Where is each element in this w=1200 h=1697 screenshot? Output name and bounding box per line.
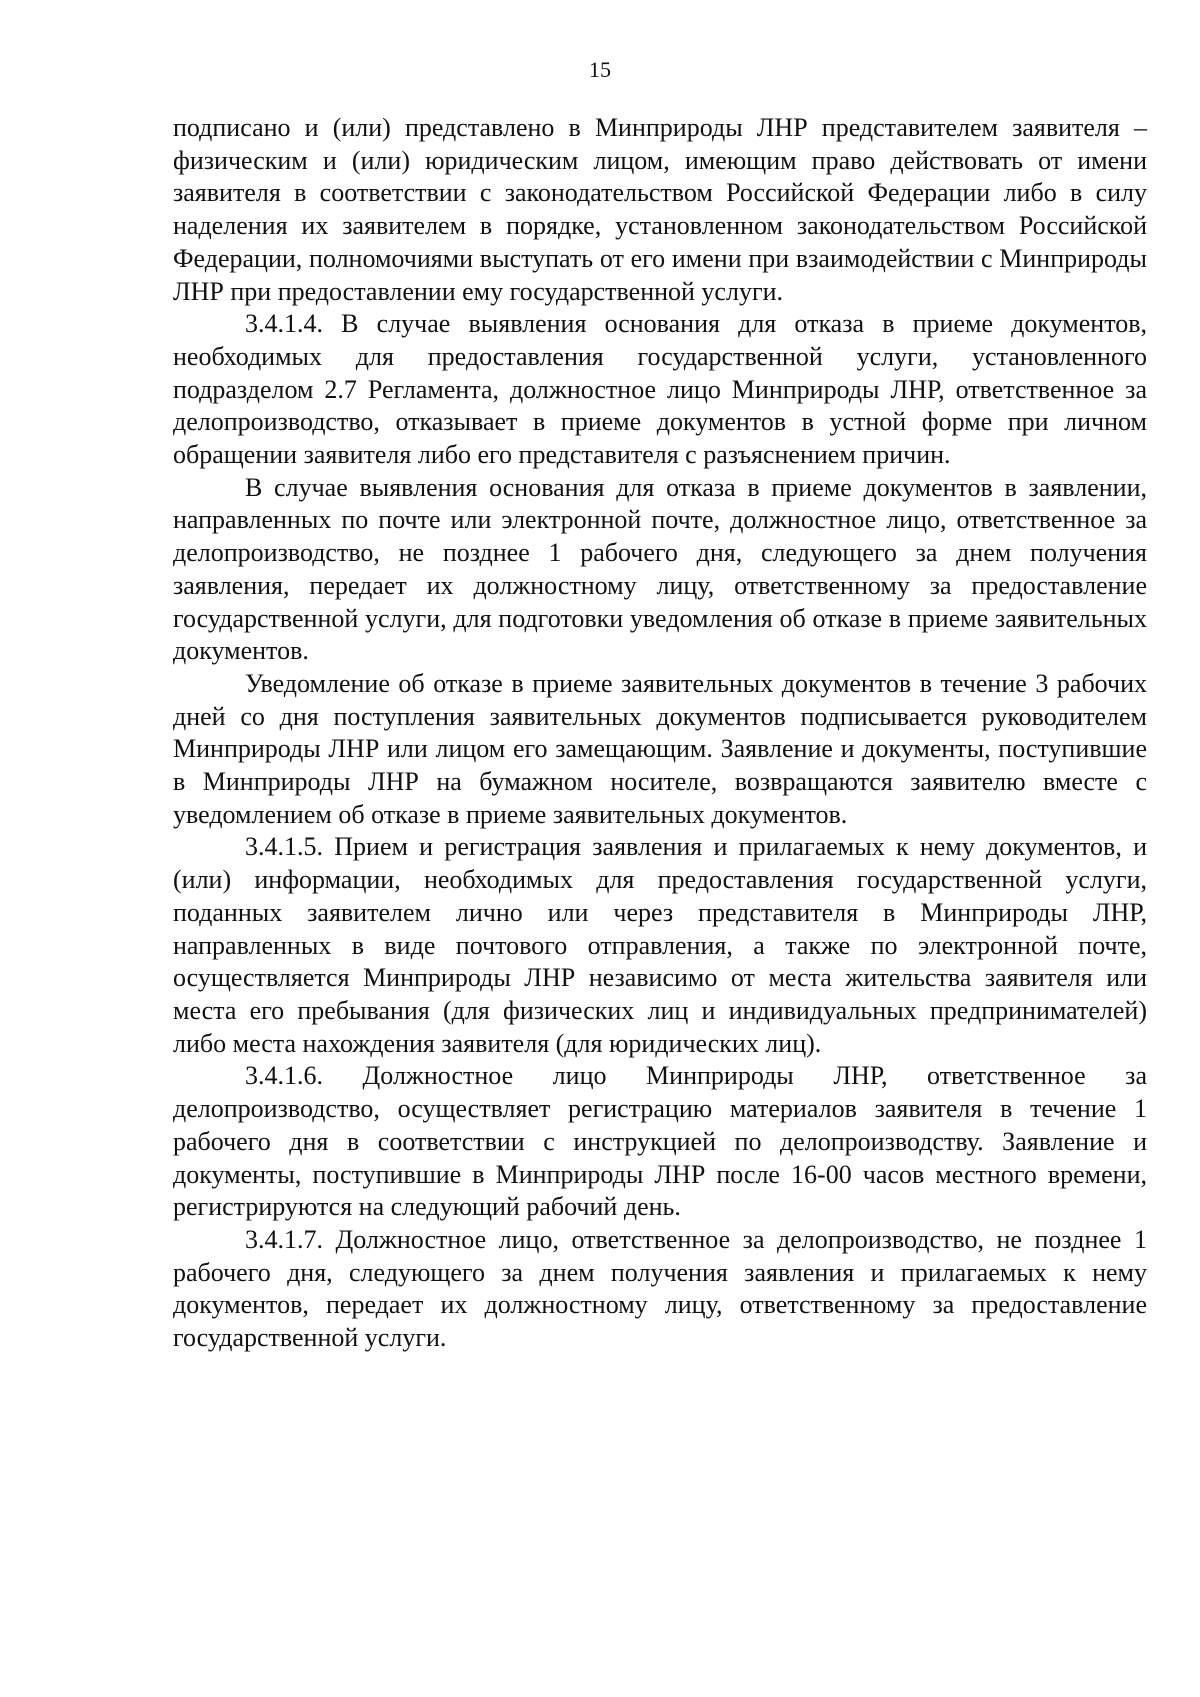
paragraph-3-4-1-5: 3.4.1.5. Прием и регистрация заявления и прилагаемых к нему документов, и (или) информации, необходимых для предоставления государственной услуги, поданных заявителем лично или через представителя в Минприроды ЛНР, направленных в виде почтового отправления, а также по электронной почте, осуществляется Минприроды ЛНР независимо от места жительства заявителя или места его пребывания (для физических лиц и индивидуальных предпринимателей) либо места нахождения заявителя (для юридических лиц).: [173, 832, 1147, 1058]
paragraph-refusal-by-mail: В случае выявления основания для отказа в приеме документов в заявлении, направленных по почте или электронной почте, должностное лицо, ответственное за делопроизводство, не позднее 1 рабочего дня, следующего за днем получения заявления, передает их должностному лицу, ответственному за предоставление государственной услуги, для подготовки уведомления об отказе в приеме заявительных документов.: [173, 472, 1147, 666]
paragraph-3-4-1-7: 3.4.1.7. Должностное лицо, ответственное за делопроизводство, не позднее 1 рабочего дня, следующего за днем получения заявления и прилагаемых к нему документов, передает их должностному лицу, ответственному за предоставление государственной услуги.: [173, 1224, 1147, 1353]
paragraph-continuation: подписано и (или) представлено в Минприроды ЛНР представителем заявителя – физическим и (или) юридическим лицом, имеющим право действовать от имени заявителя в соответствии с законодательством Российской Федерации либо в силу наделения их заявителем в порядке, установленном законодательством Российской Федерации, полномочиями выступать от его имени при взаимодействии с Минприроды ЛНР при предоставлении ему государственной услуги.: [173, 113, 1147, 306]
paragraph-3-4-1-6: 3.4.1.6. Должностное лицо Минприроды ЛНР, ответственное за делопроизводство, осуществляет регистрацию материалов заявителя в течение 1 рабочего дня в соответствии с инструкцией по делопроизводству. Заявление и документы, поступившие в Минприроды ЛНР после 16-00 часов местного времени, регистрируются на следующий рабочий день.: [173, 1061, 1147, 1222]
paragraph-refusal-notice: Уведомление об отказе в приеме заявительных документов в течение 3 рабочих дней со дня поступления заявительных документов подписывается руководителем Минприроды ЛНР или лицом его замещающим. Заявление и документы, поступившие в Минприроды ЛНР на бумажном носителе, возвращаются заявителю вместе с уведомлением об отказе в приеме заявительных документов.: [173, 668, 1147, 829]
paragraph-3-4-1-4: 3.4.1.4. В случае выявления основания для отказа в приеме документов, необходимых для предоставления государственной услуги, установленного подразделом 2.7 Регламента, должностное лицо Минприроды ЛНР, ответственное за делопроизводство, отказывает в приеме документов в устной форме при личном обращении заявителя либо его представителя с разъяснением причин.: [173, 309, 1147, 470]
page-number: 15: [589, 57, 611, 82]
document-body: [173, 112, 1147, 1355]
